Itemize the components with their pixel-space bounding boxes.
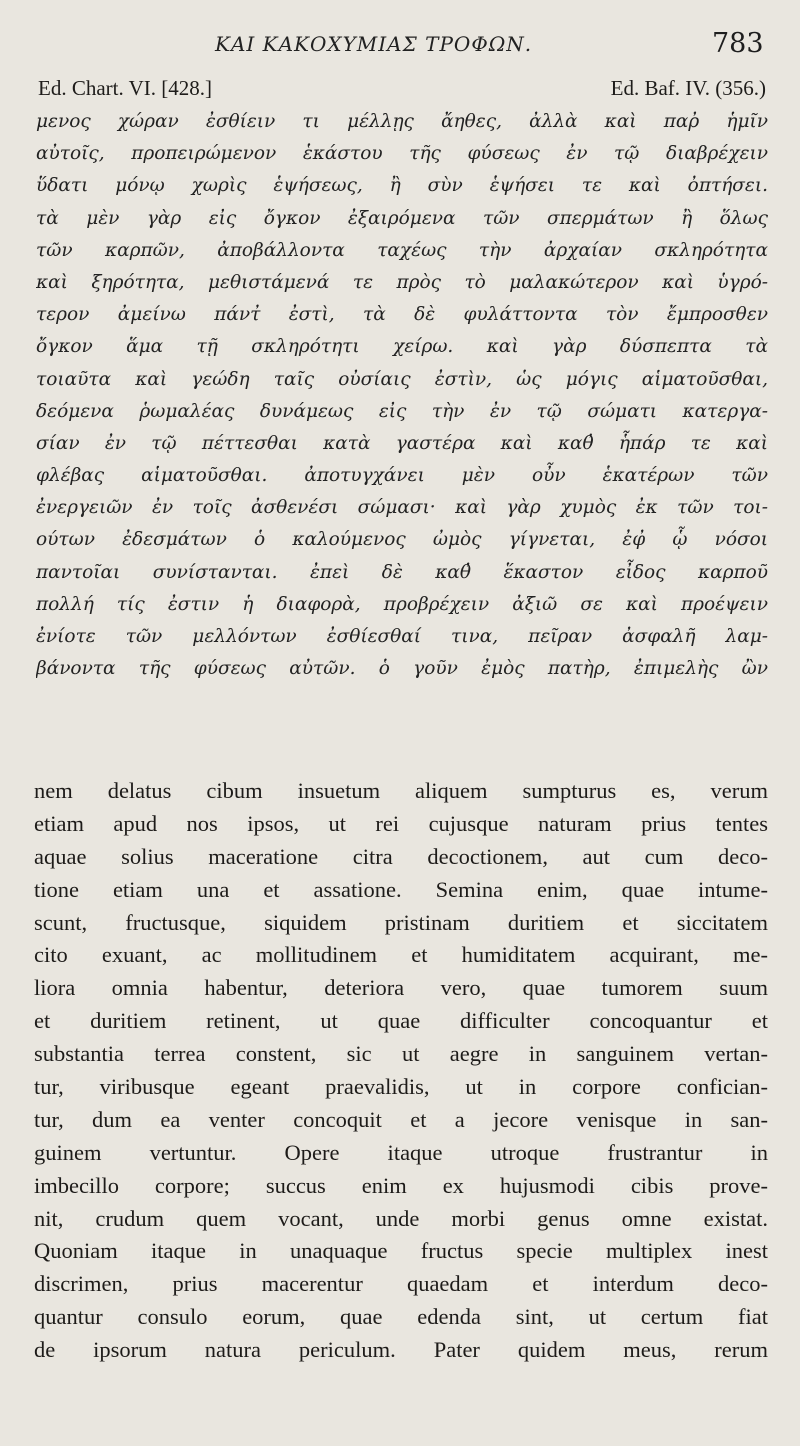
greek-text-block xyxy=(36,106,768,685)
greek-text-line: τὰ μὲν γὰρ εἰς ὄγκον ἐξαιρόμενα τῶν σπερμάτων ἢ ὅλως xyxy=(36,207,768,229)
latin-text-line: et duritiem retinent, ut quae difficulter concoquantur et xyxy=(34,1008,768,1034)
latin-text-line: cito exuant, ac mollitudinem et humiditatem acquirant, me- xyxy=(34,942,768,968)
latin-text-line: quantur consulo eorum, quae edenda sint, ut certum fiat xyxy=(34,1304,768,1330)
edition-reference-basel: Ed. Baf. IV. (356.) xyxy=(610,76,766,100)
greek-text-line: ὄγκον ἅμα τῇ σκληρότητι χείρω. καὶ γὰρ δύσπεπτα τὰ xyxy=(36,336,768,358)
latin-text-block xyxy=(34,775,768,1367)
greek-text-line: τῶν καρπῶν, ἀποβάλλοντα ταχέως τὴν ἀρχαίαν σκληρότητα xyxy=(36,239,768,261)
running-head xyxy=(0,28,800,68)
greek-text-line: μενος χώραν ἐσθίειν τι μέλλῃς ἄηθες, ἀλλὰ καὶ παῤ ἡμῖν xyxy=(36,111,768,132)
latin-text-line: tur, dum ea venter concoquit et a jecore venisque in san- xyxy=(34,1106,768,1132)
latin-text-line: aquae solius maceratione citra decoctionem, aut cum deco- xyxy=(34,843,768,869)
latin-text-line: nit, crudum quem vocant, unde morbi genus omne existat. xyxy=(34,1205,768,1231)
latin-text-line: imbecillo corpore; succus enim ex hujusmodi cibis prove- xyxy=(34,1172,768,1198)
edition-reference-line xyxy=(38,76,768,106)
latin-text-line: tione etiam una et assatione. Semina enim, quae intume- xyxy=(34,876,768,902)
page-number: 783 xyxy=(712,28,764,59)
latin-text-line: liora omnia habentur, deteriora vero, quae tumorem suum xyxy=(34,975,768,1001)
edition-reference-chartier: Ed. Chart. VI. [428.] xyxy=(38,76,212,100)
latin-text-line: nem delatus cibum insuetum aliquem sumpturus es, verum xyxy=(34,778,768,803)
greek-text-line: αὐτοῖς, προπειρώμενον ἑκάστου τῆς φύσεως ἐν τῷ διαβρέχειν xyxy=(36,143,768,165)
greek-text-line: ὕδατι μόνῳ χωρὶς ἑψήσεως, ἢ σὺν ἑψήσει τε καὶ ὀπτήσει. xyxy=(36,175,768,197)
greek-text-line: δεόμενα ῥωμαλέας δυνάμεως εἰς τὴν ἐν τῷ σώματι κατεργα- xyxy=(36,400,768,422)
page-title: ΚΑΙ ΚΑΚΟΧΥΜΙΑΣ ΤΡΟΦΩΝ. xyxy=(215,32,533,56)
greek-text-line: καὶ ξηρότητα, μεθιστάμενά τε πρὸς τὸ μαλακώτερον καὶ ὑγρό- xyxy=(36,271,768,293)
latin-text-line: scunt, fructusque, siquidem pristinam duritiem et siccitatem xyxy=(34,909,768,935)
greek-text-line: τοιαῦτα καὶ γεώδη ταῖς οὐσίαις ἐστὶν, ὡς μόγις αἱματοῦσθαι, xyxy=(36,368,768,390)
greek-text-line: παντοῖαι συνίστανται. ἐπεὶ δὲ καθ̓ ἕκαστον εἶδος καρποῦ xyxy=(36,561,768,583)
latin-text-line: de ipsorum natura periculum. Pater quidem meus, rerum xyxy=(34,1337,768,1363)
greek-text-line: σίαν ἐν τῷ πέττεσθαι κατὰ γαστέρα καὶ καθ̓ ἧπάρ τε καὶ xyxy=(36,432,768,454)
greek-text-line: φλέβας αἱματοῦσθαι. ἀποτυγχάνει μὲν οὖν ἑκατέρων τῶν xyxy=(36,465,768,487)
greek-text-line: ἐνίοτε τῶν μελλόντων ἐσθίεσθαί τινα, πεῖραν ἀσφαλῆ λαμ- xyxy=(36,626,768,647)
greek-text-line: βάνοντα τῆς φύσεως αὐτῶν. ὁ γοῦν ἐμὸς πατὴρ, ἐπιμελὴς ὢν xyxy=(36,658,768,680)
greek-text-line: τερον ἀμείνω πάντ̓ ἐστὶ, τὰ δὲ φυλάττοντα τὸν ἔμπροσθεν xyxy=(36,304,768,326)
latin-text-line: etiam apud nos ipsos, ut rei cujusque naturam prius tentes xyxy=(34,810,768,836)
latin-text-line: guinem vertuntur. Opere itaque utroque frustrantur in xyxy=(34,1139,768,1165)
greek-text-line: ἐνεργειῶν ἐν τοῖς ἀσθενέσι σώμασι· καὶ γὰρ χυμὸς ἐκ τῶν τοι- xyxy=(36,497,768,519)
latin-text-line: substantia terrea constent, sic ut aegre in sanguinem vertan- xyxy=(34,1041,768,1067)
latin-text-line: tur, viribusque egeant praevalidis, ut in corpore confician- xyxy=(34,1074,768,1100)
greek-text-line: ούτων ἐδεσμάτων ὁ καλούμενος ὠμὸς γίγνεται, ἐφ̓ ᾧ νόσοι xyxy=(36,529,768,551)
latin-text-line: Quoniam itaque in unaquaque fructus specie multiplex inest xyxy=(34,1238,768,1264)
greek-text-line: πολλή τίς ἐστιν ἡ διαφορὰ, προβρέχειν ἀξιῶ σε καὶ προέψειν xyxy=(36,593,768,615)
latin-text-line: discrimen, prius macerentur quaedam et interdum deco- xyxy=(34,1271,768,1297)
